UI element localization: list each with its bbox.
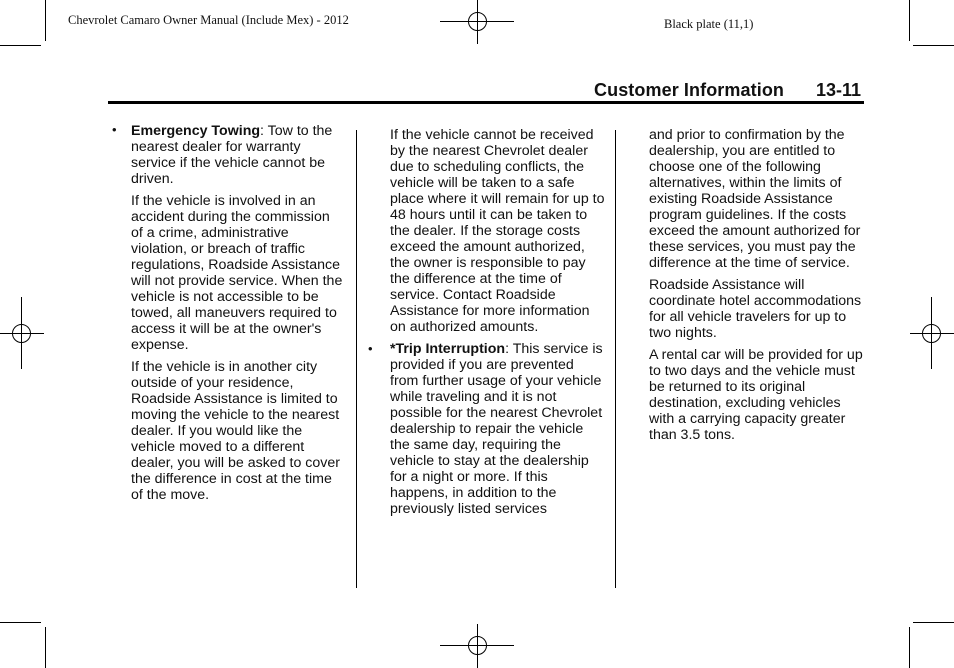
column-1 (131, 123, 343, 509)
registration-mark-left (0, 297, 44, 369)
registration-mark-top (440, 0, 514, 44)
column-divider-1 (356, 130, 357, 588)
storage-paragraph: If the vehicle cannot be received by the nearest Chevrolet dealer due to scheduling conflicts, the vehicle will be taken to a safe place where it will remain for up to 48 hours until it can be taken to the dealer. If the storage costs exceed the amount authorized, the owner is responsible to pay the difference at the time of service. Contact Roadside Assistance for more information on authorized amounts. (390, 127, 605, 335)
crop-mark-bottom-right-h (913, 622, 954, 623)
other-city-paragraph: If the vehicle is in another city outside of your residence, Roadside Assistance is limited to moving the vehicle to the nearest dealer. If you would like the vehicle moved to a different dealer, you will be asked to cover the difference in cost at the time of the move. (131, 359, 340, 503)
column-3 (649, 127, 863, 449)
emergency-towing-text: : Tow to the nearest dealer for warranty service if the vehicle cannot be driven. (131, 123, 333, 187)
emergency-towing-title: Emergency Towing (131, 123, 261, 139)
rental-car-paragraph: A rental car will be provided for up to two days and the vehicle must be returned to its original destination, excluding vehicles with a carrying capacity greater than 3.5 tons. (649, 347, 863, 443)
trip-interruption-title: *Trip Interruption (390, 341, 506, 357)
crop-mark-bottom-right-v (909, 627, 910, 668)
trip-interruption-item (390, 341, 606, 517)
manual-title: Chevrolet Camaro Owner Manual (Include Mex) - 2012 (68, 13, 349, 27)
column-divider-2 (615, 130, 616, 588)
crop-mark-top-left-h (0, 45, 41, 46)
column-2 (390, 127, 606, 523)
trip-interruption-text: : This service is provided if you are prevented from further usage of your vehicle while traveling and it is not possible for the nearest Chevrolet dealership to repair the vehicle the same day, requiring the vehicle to stay at the dealership for a night or more. If this happens, in addition to the previously listed services (390, 341, 603, 517)
plate-label: Black plate (11,1) (664, 17, 754, 31)
bullet-emergency-towing: • (112, 122, 117, 137)
emergency-towing-item (131, 123, 343, 187)
page-number: 13-11 (816, 80, 862, 100)
hotel-paragraph: Roadside Assistance will coordinate hotel accommodations for all vehicle travelers for up to two nights. (649, 277, 862, 341)
crop-mark-top-right-v (909, 0, 910, 41)
crop-mark-bottom-left-v (45, 627, 46, 668)
registration-mark-bottom (440, 624, 514, 668)
accident-paragraph: If the vehicle is involved in an accident during the commission of a crime, administrative violation, or breach of traffic regulations, Roadside Assistance will not provide service. When the vehicle is not accessible to be towed, all maneuvers required to access it will be at the owner's expense. (131, 193, 343, 353)
alternatives-paragraph: and prior to confirmation by the dealership, you are entitled to choose one of the following alternatives, within the limits of existing Roadside Assistance program guidelines. If the costs exceed the amount authorized for these services, you must pay the difference at the time of service. (649, 127, 861, 271)
crop-mark-top-right-h (913, 45, 954, 46)
section-title: Customer Information (594, 80, 785, 100)
registration-mark-right (910, 297, 954, 369)
bullet-trip-interruption: • (368, 341, 373, 356)
crop-mark-bottom-left-h (0, 622, 41, 623)
crop-mark-top-left-v (45, 0, 46, 41)
header-rule (108, 101, 864, 104)
